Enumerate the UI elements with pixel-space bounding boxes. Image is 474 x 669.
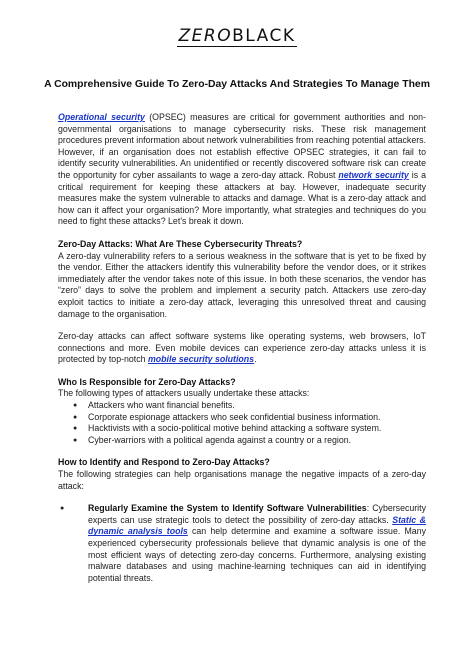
intro-text-1: (OPSEC) measures are critical for government authorities and non-governmental organisations to manage cybersecurity risks. These risk management procedures prevent information about network vulnerabilities from reaching potential attackers. However, if an organisation does not establish effective OPSEC strategies, it can fail to identify security vulnerabilities. An unidentified or recently discovered software risk can create the opportunity for cyber assailants to wage a zero-day attack. Robust — [58, 112, 426, 180]
list-item: ● Cyber-warriors with a political agenda against a country or a region. — [58, 435, 426, 447]
operational-security-link[interactable]: Operational security — [58, 112, 145, 122]
list-item: ● Attackers who want financial benefits. — [58, 400, 426, 412]
strategy-text-1: : Cybersecurity experts can use strategic tools to detect the possibility of zero-day attacks. — [88, 503, 426, 525]
strategy-text-2: can help determine and examine a software issue. Many experienced cybersecurity professionals believe that dynamic analysis is one of the most efficient ways of detecting zero-day concerns. Furthermore, analysing existing malware databases and using machine-learning techniques can aid in identifying potential threats. — [88, 526, 426, 583]
list-item — [58, 503, 426, 584]
document-title: A Comprehensive Guide To Zero-Day Attacks And Strategies To Manage Them — [44, 79, 430, 90]
intro-paragraph — [58, 112, 426, 228]
logo-wordmark — [177, 26, 298, 47]
strategy-title: Regularly Examine the System to Identify Software Vulnerabilities — [88, 503, 367, 514]
document-body — [58, 112, 426, 584]
list-item: ● Corporate espionage attackers who seek confidential business information. — [58, 412, 426, 424]
section1-heading: Zero-Day Attacks: What Are These Cybersecurity Threats? — [58, 238, 303, 249]
section3-heading: How to Identify and Respond to Zero-Day Attacks? — [58, 457, 270, 468]
attacker-types-list — [58, 400, 426, 446]
network-security-link[interactable]: network security — [338, 169, 409, 180]
logo-text-zero: ZERO — [178, 26, 233, 46]
section1-paragraph-2 — [58, 331, 426, 366]
mobile-security-solutions-link[interactable]: mobile security solutions — [147, 354, 255, 365]
logo-text-black: BLACK — [232, 26, 296, 46]
section2-heading: Who Is Responsible for Zero-Day Attacks? — [58, 376, 236, 387]
intro-text-2: is a critical requirement for keeping these attackers at bay. However, inadequate security measures make the system vulnerable to attacks and damage. What is a zero-day attack and how can it affect your organisation? More importantly, what strategies and techniques do you need to fight these attacks? Let’s break it down. — [58, 169, 426, 227]
section1-paragraph-1: A zero-day vulnerability refers to a serious weakness in the software that is yet to be fixed by the vendor. Either the attackers identify this vulnerability before the vendor does, or it strikes immediately after the vendor takes note of this issue. In both these scenarios, the vendor has “zero” days to solve the problem and implement a security patch. Attackers use zero-day exploit tactics to initiate a zero-day attack, leveraging this unresolved threat and causing damage to the organisation. — [58, 250, 426, 319]
list-item: ● Hacktivists with a socio-political motive behind attacking a software system. — [58, 423, 426, 435]
static-dynamic-analysis-tools-link[interactable]: Static & dynamic analysis tools — [88, 514, 426, 537]
section2-intro: The following types of attackers usually undertake these attacks: — [58, 388, 310, 399]
section3-intro: The following strategies can help organisations manage the negative impacts of a zero-day attack: — [58, 469, 426, 491]
section1-p2-text-1: Zero-day attacks can affect software systems like operating systems, web browsers, IoT connections and more. Even mobile devices can experience zero-day attacks unless it is protected by top-notch — [58, 331, 426, 365]
strategies-list — [58, 503, 426, 584]
section1-p2-text-2: . — [254, 354, 257, 365]
zeroblack-logo — [0, 26, 474, 47]
